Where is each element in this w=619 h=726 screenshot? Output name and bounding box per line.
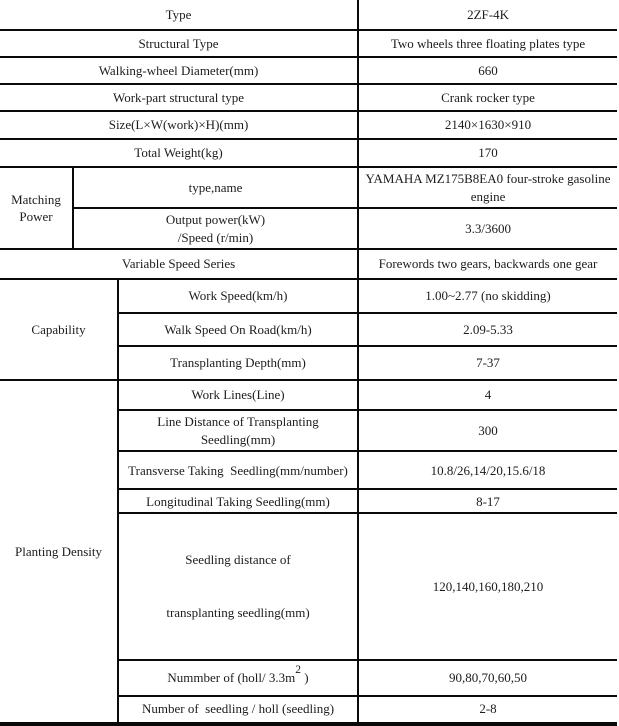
spec-label-cell: Transplanting Depth(mm) — [118, 346, 358, 380]
spec-value-cell: 10.8/26,14/20,15.6/18 — [358, 451, 617, 489]
table-row — [0, 380, 617, 410]
group-label-cell-capability: Capability — [0, 279, 118, 380]
spec-value-cell: Crank rocker type — [358, 84, 617, 111]
table-row — [0, 139, 617, 167]
spec-label-cell: Work Lines(Line) — [118, 380, 358, 410]
spec-label-cell — [118, 513, 358, 659]
table-row — [0, 167, 617, 208]
spec-label-cell: Longitudinal Taking Seedling(mm) — [118, 489, 358, 513]
spec-value-cell: 3.3/3600 — [358, 208, 617, 249]
table-row — [0, 57, 617, 84]
spec-label-cell: Line Distance of Transplanting Seedling(mm) — [118, 410, 358, 451]
spec-label-cell: Number of seedling / holl (seedling) — [118, 696, 358, 724]
group-label-cell-matching-power: Matching Power — [0, 167, 73, 249]
spec-label-cell — [118, 660, 358, 696]
spec-label-cell: Type — [0, 0, 358, 30]
spec-label-text: Nummber of (holl/ 3.3m — [167, 669, 296, 685]
spec-label-cell: Walk Speed On Road(km/h) — [118, 313, 358, 346]
table-row — [0, 0, 617, 30]
spec-value-cell: Forewords two gears, backwards one gear — [358, 249, 617, 279]
spec-value-cell: 300 — [358, 410, 617, 451]
spec-label-cell: Work-part structural type — [0, 84, 358, 111]
table-row — [0, 111, 617, 139]
table-row — [0, 249, 617, 279]
spec-value-cell: 7-37 — [358, 346, 617, 380]
spec-value-cell: 660 — [358, 57, 617, 84]
spec-label-cell — [73, 208, 358, 249]
spec-label-cell: Transverse Taking Seedling(mm/number) — [118, 451, 358, 489]
spec-value-cell: 1.00~2.77 (no skidding) — [358, 279, 617, 313]
spec-value-cell: 2.09-5.33 — [358, 313, 617, 346]
spec-value-cell: YAMAHA MZ175B8EA0 four-stroke gasoline engine — [358, 167, 617, 208]
spec-value-cell: 8-17 — [358, 489, 617, 513]
spec-label-line: transplanting seedling(mm) — [166, 605, 310, 621]
spec-label-cell: Structural Type — [0, 30, 358, 57]
spec-label-line: Seedling distance of — [185, 552, 291, 568]
spec-label-cell: Variable Speed Series — [0, 249, 358, 279]
group-label-cell-planting-density: Planting Density — [0, 380, 118, 723]
spec-label-cell: Work Speed(km/h) — [118, 279, 358, 313]
spec-label-cell: Size(L×W(work)×H)(mm) — [0, 111, 358, 139]
superscript-2: 2 — [295, 663, 301, 676]
spec-label-text: ) — [301, 669, 309, 685]
spec-label-cell: type,name — [73, 167, 358, 208]
spec-label-line: Output power(kW) — [165, 212, 266, 228]
spec-value-cell: 4 — [358, 380, 617, 410]
table-row — [0, 84, 617, 111]
spec-value-cell: 170 — [358, 139, 617, 167]
spec-label-cell: Total Weight(kg) — [0, 139, 358, 167]
spec-label-cell: Walking-wheel Diameter(mm) — [0, 57, 358, 84]
spec-value-cell: 2-8 — [358, 696, 617, 724]
spec-value-cell: 2140×1630×910 — [358, 111, 617, 139]
table-row — [0, 208, 617, 249]
table-row — [0, 279, 617, 313]
spec-value-cell: 90,80,70,60,50 — [358, 660, 617, 696]
spec-value-cell: 2ZF-4K — [358, 0, 617, 30]
spec-value-cell: 120,140,160,180,210 — [358, 513, 617, 659]
spec-value-cell: Two wheels three floating plates type — [358, 30, 617, 57]
spec-label-line: /Speed (r/min) — [177, 229, 254, 245]
table-row — [0, 30, 617, 57]
